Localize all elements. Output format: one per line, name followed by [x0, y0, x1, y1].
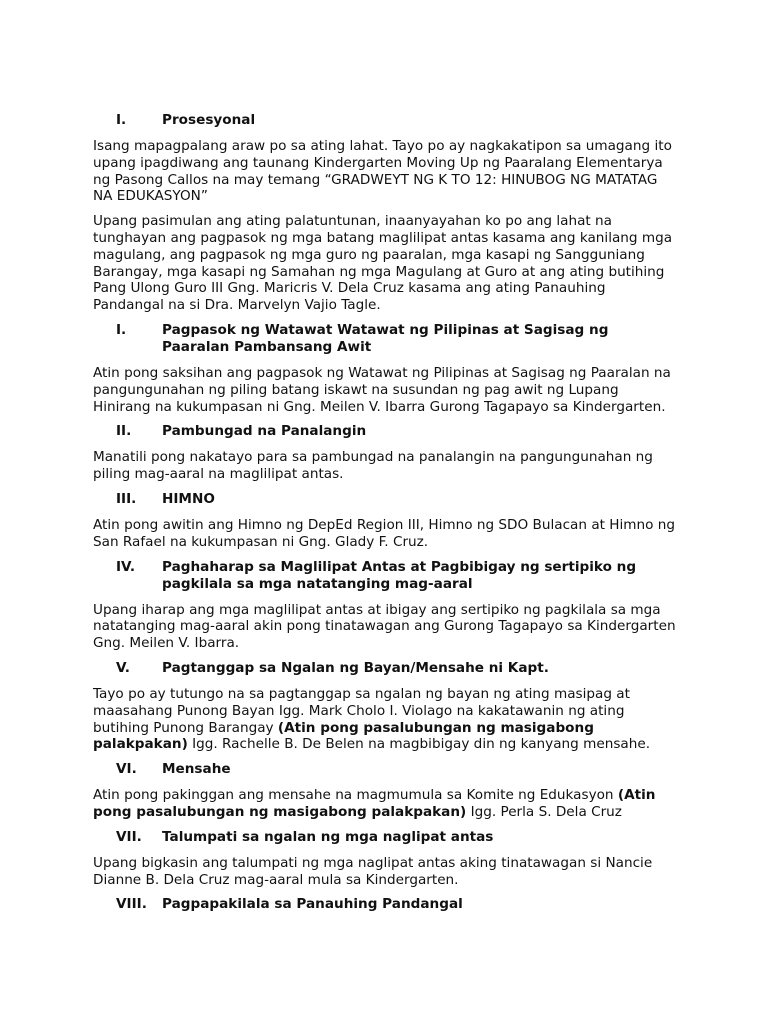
section-paghaharap: [93, 559, 679, 652]
section-prosesyonal: [93, 112, 679, 314]
section-heading: [93, 322, 679, 356]
section-number: I.: [116, 112, 127, 128]
program-script: [93, 112, 679, 922]
paragraph-text: Atin pong pakinggan ang mensahe na magmumula sa Komite ng Edukasyon: [93, 787, 618, 804]
section-heading: [93, 660, 679, 677]
section-number: VIII.: [116, 896, 147, 913]
section-pagtanggap: [93, 660, 679, 753]
section-number: V.: [116, 659, 130, 676]
section-title: Mensahe: [162, 761, 231, 778]
section-heading: [93, 112, 679, 129]
section-heading: [93, 491, 679, 508]
section-mensahe: [93, 761, 679, 821]
paragraph-text: Igg. Perla S. Dela Cruz: [466, 803, 622, 820]
paragraph: Isang mapagpalang araw po sa ating lahat. Tayo po ay nagkakatipon sa umagang ito upang ipagdiwang ang taunang Kindergarten Moving Up ng Paaralang Elementarya ng Pasong Callos na may temang “GRADWEYT NG K TO 12: HINUBOG NG MATATAG NA EDUKASYON”: [93, 138, 672, 205]
paragraph: [93, 686, 679, 753]
section-pagpapakilala: [93, 896, 679, 913]
section-title: Talumpati sa ngalan ng mga naglipat antas: [162, 828, 494, 845]
paragraph-emphasis: (Atin pong pasalubungan ng masigabong palakpakan): [93, 719, 594, 753]
section-pagpasok-ng-watawat: [93, 322, 679, 415]
section-title: Pagpapakilala sa Panauhing Pandangal: [162, 896, 463, 913]
section-number: VII.: [116, 828, 142, 845]
paragraph: Manatili pong nakatayo para sa pambungad na panalangin na pangungunahan ng piling mag-aaral na maglilipat antas.: [93, 449, 653, 483]
paragraph-emphasis: (Atin pong pasalubungan ng masigabong palakpakan): [93, 787, 656, 820]
section-heading: [93, 559, 679, 593]
paragraph: Atin pong saksihan ang pagpasok ng Watawat ng Pilipinas at Sagisag ng Paaralan na pangungunahan ng piling batang iskawt na susundan ng pag awit ng Lupang Hinirang na kukumpasan ni Gng. Meilen V. Ibarra Gurong Tagapayo sa Kindergarten.: [93, 364, 671, 415]
section-himno: [93, 491, 679, 551]
paragraph: Upang iharap ang mga maglilipat antas at ibigay ang sertipiko ng pagkilala sa mga natatanging mag-aaral akin pong tinatawagan ang Gurong Tagapayo sa Kindergarten Gng. Meilen V. Ibarra.: [93, 601, 676, 652]
paragraph: Upang pasimulan ang ating palatuntunan, inaanyayahan ko po ang lahat na tunghayan ang pagpasok ng mga batang maglilipat antas kasama ang kanilang mga magulang, ang pagpasok ng mga guro ng paaralan, mga kasapi ng Sangguniang Barangay, mga kasapi ng Samahan ng mga Magulang at Guro at ang ating butihing Pang Ulong Guro III Gng. Maricris V. Dela Cruz kasama ang ating Panauhing Pandangal na si Dra. Marvelyn Vajio Tagle.: [93, 213, 673, 314]
section-heading: [93, 761, 679, 778]
paragraph-text: Igg. Rachelle B. De Belen na magbibigay din ng kanyang mensahe.: [187, 736, 651, 753]
section-title: Pambungad na Panalangin: [162, 423, 367, 440]
section-number: IV.: [116, 558, 135, 575]
section-title: Paghaharap sa Maglilipat Antas at Pagbibigay ng sertipiko ng pagkilala sa mga natatanging mag-aaral: [162, 558, 637, 592]
section-heading: [93, 896, 679, 913]
section-title: Prosesyonal: [162, 112, 256, 128]
section-heading: [93, 423, 679, 440]
paragraph: [93, 787, 679, 821]
paragraph: Atin pong awitin ang Himno ng DepEd Region III, Himno ng SDO Bulacan at Himno ng San Rafael na kukumpasan ni Gng. Glady F. Cruz.: [93, 516, 676, 550]
section-title: HIMNO: [162, 490, 215, 507]
section-heading: [93, 829, 679, 846]
section-talumpati: [93, 829, 679, 889]
paragraph: Upang bigkasin ang talumpati ng mga naglipat antas aking tinatawagan si Nancie Dianne B. Dela Cruz mag-aaral mula sa Kindergarten.: [93, 854, 653, 888]
section-number: III.: [116, 490, 137, 507]
section-number: II.: [116, 423, 132, 440]
section-number: VI.: [116, 761, 137, 778]
section-number: I.: [116, 321, 127, 338]
section-title: Pagpasok ng Watawat Watawat ng Pilipinas at Sagisag ng Paaralan Pambansang Awit: [162, 321, 609, 355]
section-title: Pagtanggap sa Ngalan ng Bayan/Mensahe ni Kapt.: [162, 659, 549, 676]
section-pambungad-na-panalangin: [93, 423, 679, 483]
paragraph-text: Tayo po ay tutungo na sa pagtanggap sa ngalan ng bayan ng ating masipag at maasahang Punong Bayan Igg. Mark Cholo I. Violago na kakatawanin ng ating butihing Punong Barangay: [93, 685, 630, 736]
